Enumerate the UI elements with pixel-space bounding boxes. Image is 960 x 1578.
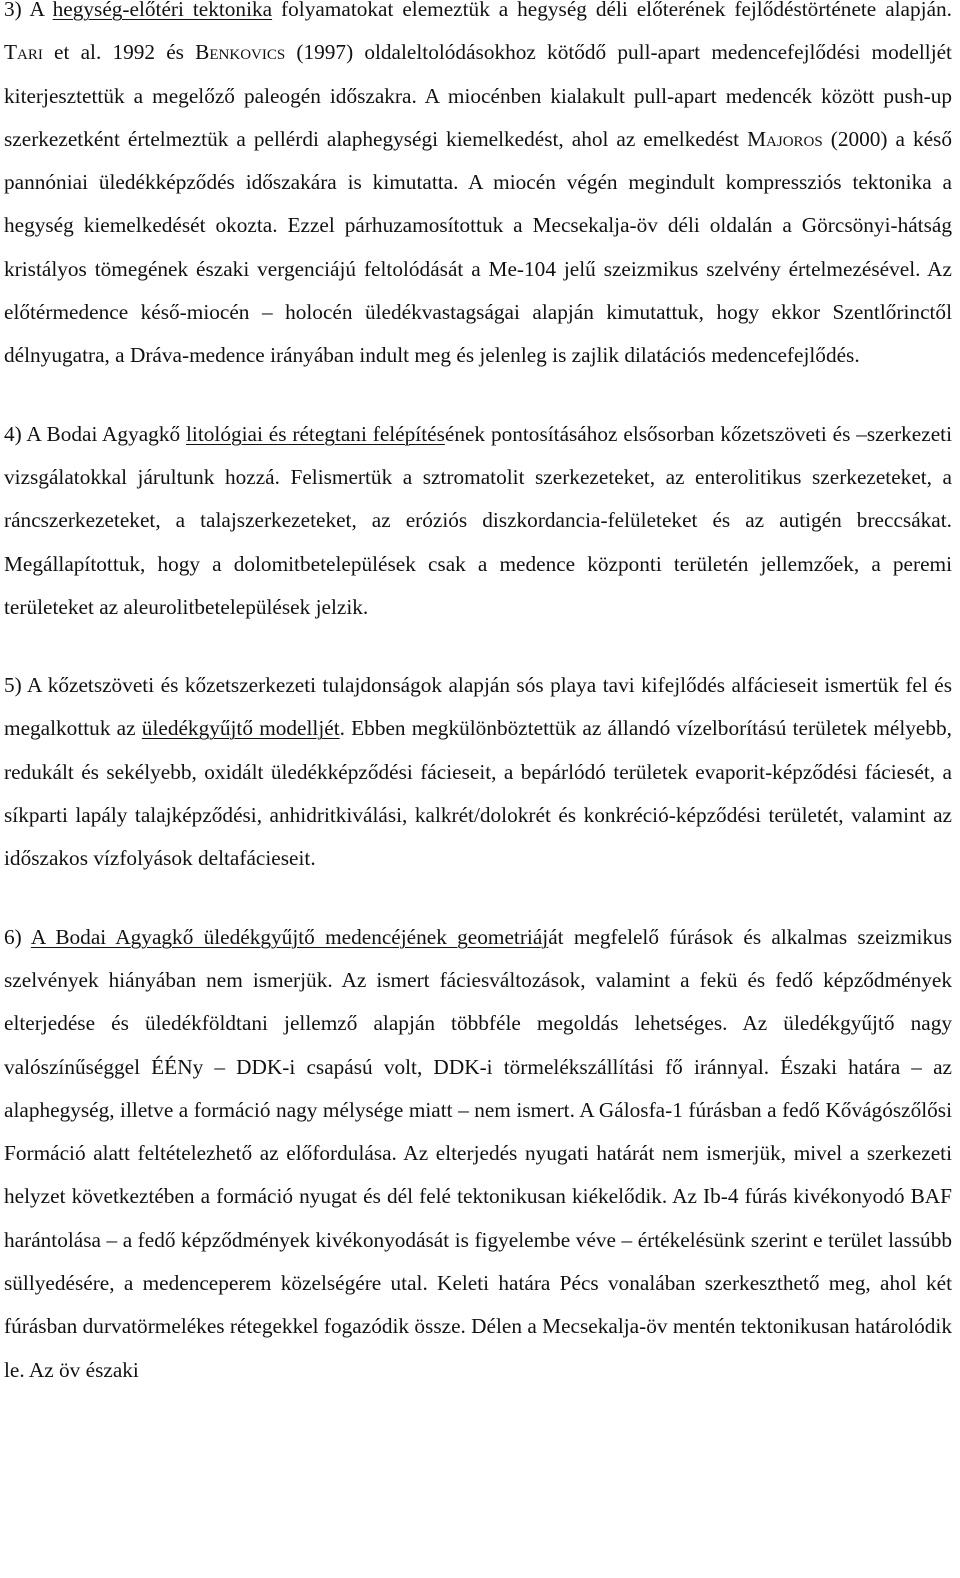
author-majoros: Majoros bbox=[747, 126, 823, 151]
p3-underlined-term: hegység-előtéri tektonika bbox=[52, 0, 273, 21]
paragraph-gap bbox=[4, 629, 952, 664]
paragraph-5 bbox=[4, 664, 952, 880]
p3-text-3: (1997) oldaleltolódásokhoz kötődő pull-apart medencefejlődési modelljét kiterjesztettük a megelőző paleogén időszakra. A miocénben kialakult pull-apart medencék között push-up szerkezetként értelmeztük a pellérdi alaphegységi kiemelkedést, ahol az emelkedést bbox=[4, 40, 952, 151]
author-tari: Tari bbox=[4, 40, 43, 65]
p4-lead: 4) A Bodai Agyagkő bbox=[4, 421, 186, 446]
p3-text-4: (2000) a késő pannóniai üledékképződés időszakára is kimutatta. A miocén végén megindult kompressziós tektonika a hegység kiemelkedését okozta. Ezzel párhuzamosítottuk a Mecsekalja-öv déli oldalán a Görcsönyi-hátság kristályos tömegének északi vergenciájú feltolódását a Me-104 jelű szeizmikus szelvény értelmezésével. Az előtérmedence késő-miocén – holocén üledékvastagságai alapján kimutattuk, hogy ekkor Szentlőrinctől délnyugatra, a Dráva-medence irányában indult meg és jelenleg is zajlik dilatációs medencefejlődés. bbox=[4, 126, 952, 368]
p5-text-1: 5) A kőzetszöveti és kőzetszerkezeti tulajdonságok alapján sós playa tavi kifejlődés alfácieseit ismertük fel és megalkottuk az bbox=[4, 673, 952, 741]
p4-text-1: ének pontosításához elsősorban kőzetszöveti és –szerkezeti vizsgálatokkal járultunk hozzá. Felismertük a sztromatolit szerkezeteket, az enterolitikus szerkezeteket, a ráncszerkezeteket, a talajszerkezeteket, az eróziós diszkordancia-felületeket és az autigén breccsákat. Megállapítottuk, hogy a dolomitbetelepülések csak a medence központi területén jellemzőek, a peremi területeket az aleurolitbetelepülések jelzik. bbox=[4, 421, 953, 619]
paragraph-gap bbox=[4, 881, 952, 916]
p6-text-1: át megfelelő fúrások és alkalmas szeizmikus szelvények hiányában nem ismerjük. Az ismert fáciesváltozások, valamint a fekü és fedő képződmények elterjedése és üledékföldtani jellemző alapján többféle megoldás lehetséges. Az üledékgyűjtő nagy valószínűséggel ÉÉNy – DDK-i csapású volt, DDK-i törmelékszállítási fő iránnyal. Északi határa – az alaphegység, illetve a formáció nagy mélysége miatt – nem ismert. A Gálosfa-1 fúrásban a fedő Kővágószőlősi Formáció alatt feltételezhető az előfordulása. Az elterjedés nyugati határát nem ismerjük, mivel a szerkezeti helyzet következtében a formáció nyugat és dél felé tektonikusan kiékelődik. Az Ib-4 fúrás kivékonyodó BAF harántolása – a fedő képződmények kivékonyodását is figyelembe véve – értékelésünk szerint e terület lassúbb süllyedésére, a medenceperem közelségére utal. Keleti határa Pécs vonalában szerkeszthető meg, ahol két fúrásban durvatörmelékes rétegekkel fogazódik össze. Délen a Mecsekalja-öv mentén tektonikusan határolódik le. Az öv északi bbox=[4, 924, 953, 1382]
paragraph-3 bbox=[4, 0, 952, 378]
p3-text-1: folyamatokat elemeztük a hegység déli előterének fejlődéstörténete alapján. bbox=[272, 0, 953, 21]
paragraph-gap bbox=[4, 378, 952, 413]
p5-underlined-term: üledékgyűjtő modelljét bbox=[141, 716, 340, 741]
p4-underlined-term: litológiai és rétegtani felépítés bbox=[186, 421, 445, 446]
p3-text-2: et al. 1992 és bbox=[42, 40, 196, 65]
p3-lead: 3) A bbox=[4, 0, 53, 21]
p6-lead: 6) bbox=[4, 924, 31, 949]
p5-text-2: . Ebben megkülönböztettük az állandó vízelborítású területek mélyebb, redukált és sekélyebb, oxidált üledékképződési fácieseit, a bepárlódó területek evaporit-képződési fáciesét, a síkparti lapály talajképződési, anhidritkiválási, kalkrét/dolokrét és konkréció-képződési területét, valamint az időszakos vízfolyások deltafácieseit. bbox=[4, 716, 952, 871]
p6-underlined-term: A Bodai Agyagkő üledékgyűjtő medencéjének geometriáj bbox=[30, 924, 549, 949]
paragraph-6 bbox=[4, 916, 952, 1392]
paragraph-4 bbox=[4, 413, 952, 629]
author-benkovics: Benkovics bbox=[195, 40, 286, 65]
